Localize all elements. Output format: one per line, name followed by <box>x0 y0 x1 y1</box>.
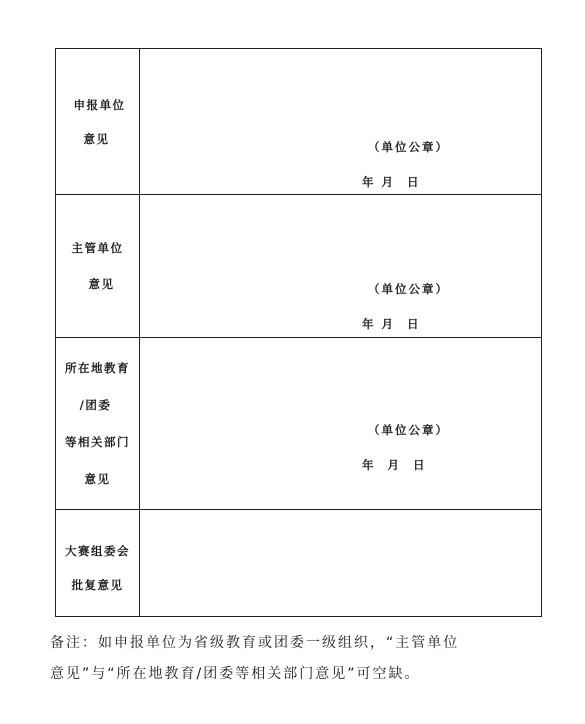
label-line: 所在地教育 <box>65 361 130 375</box>
date-line: 年 月 日 <box>362 458 427 472</box>
supervisor-opinion-row <box>56 195 542 338</box>
supervisor-opinion-field[interactable] <box>140 195 542 338</box>
seal-text: （单位公章） <box>368 140 449 154</box>
seal-text: （单位公章） <box>368 423 449 437</box>
applicant-opinion-row <box>56 49 542 195</box>
footnote-line: 意见”与“所在地教育/团委等相关部门意见”可空缺。 <box>50 666 421 682</box>
approval-form-table <box>55 48 542 617</box>
seal-block <box>362 422 449 473</box>
committee-approval-label <box>56 510 140 617</box>
local-department-opinion-row <box>56 338 542 510</box>
committee-approval-field[interactable] <box>140 510 542 617</box>
label-line: 意见 <box>84 472 111 486</box>
seal-block <box>362 139 449 190</box>
label-line: 批复意见 <box>71 578 124 592</box>
date-line: 年 月 日 <box>362 175 421 189</box>
applicant-opinion-label <box>56 49 140 195</box>
label-line: 等相关部门 <box>65 435 130 449</box>
label-line: 意见 <box>88 277 115 291</box>
applicant-opinion-field[interactable] <box>140 49 542 195</box>
local-department-opinion-label <box>56 338 140 510</box>
local-department-opinion-field[interactable] <box>140 338 542 510</box>
footnote <box>50 628 550 690</box>
footnote-line: 备注：如申报单位为省级教育或团委一级组织，“主管单位 <box>50 635 460 651</box>
supervisor-opinion-label <box>56 195 140 338</box>
committee-approval-row <box>56 510 542 617</box>
label-line: /团委 <box>79 398 112 412</box>
label-line: 意见 <box>83 131 110 146</box>
date-line: 年 月 日 <box>362 317 421 331</box>
seal-block <box>362 281 449 332</box>
seal-text: （单位公章） <box>368 282 449 296</box>
label-line: 大赛组委会 <box>65 544 130 558</box>
label-line: 申报单位 <box>73 97 126 112</box>
label-line: 主管单位 <box>71 241 124 255</box>
